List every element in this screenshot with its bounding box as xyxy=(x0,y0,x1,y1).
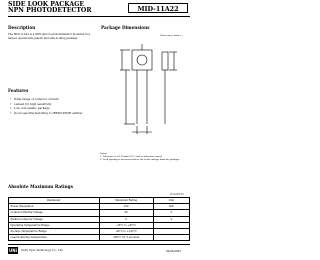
document-date: 02/04/2003 xyxy=(166,250,181,253)
note-item: 2. Lead spacing is measured where the leads emerge from the package. xyxy=(100,158,181,161)
cell-unit: V xyxy=(153,216,189,222)
column-header: Parameter xyxy=(9,198,100,204)
header-rule xyxy=(8,16,190,17)
cell-rating: -25°C to +85°C xyxy=(99,222,153,228)
cell-rating: 5 xyxy=(99,216,153,222)
feature-item: • Good spectral matching to IRED/LED/IR emitter xyxy=(10,111,100,116)
ratings-condition: (T A=25°C) xyxy=(170,193,184,196)
column-header: Unit xyxy=(153,198,189,204)
footer-rule xyxy=(8,244,190,245)
feature-item: • Low cost plastic package xyxy=(10,106,100,111)
table-row xyxy=(9,235,190,241)
description-text: The MID-11A22 is a NPN silicon phototransistor mounted in a lensed, special side plastic and side-looking package. xyxy=(8,33,90,40)
cell-rating: 100 xyxy=(99,204,153,210)
cell-unit: V xyxy=(153,210,189,216)
document-title xyxy=(8,2,91,15)
company-logo: UNi xyxy=(9,248,17,253)
package-heading: Package Dimensions xyxy=(101,25,150,30)
title-line-1: SIDE LOOK PACKAGE xyxy=(8,1,85,8)
feature-item: • Lensed for high sensitivity xyxy=(10,102,100,107)
note-item: 1. Tolerance is ±0.25mm(.010") unless otherwise noted. xyxy=(100,155,163,158)
company-name: Unity Opto Technology Co., Ltd. xyxy=(21,249,64,252)
cell-rating: 260°C for 5 seconds xyxy=(99,235,153,241)
part-number-box: MID-11A22 xyxy=(128,3,188,13)
package-body-side xyxy=(132,50,152,70)
cell-rating: 30 xyxy=(99,210,153,216)
package-body-profile xyxy=(162,52,168,70)
features-heading: Features xyxy=(8,88,29,93)
column-header: Maximum Rating xyxy=(99,198,153,204)
package-drawing xyxy=(100,36,192,148)
ratings-heading: Absolute Maximum Ratings xyxy=(8,184,73,189)
cell-parameter: Operating Temperature Range xyxy=(9,222,100,228)
cell-unit: mW xyxy=(153,204,189,210)
features-list xyxy=(10,97,100,115)
cell-parameter: Storage Temperature Range xyxy=(9,228,100,234)
description-heading: Description xyxy=(8,25,36,30)
ratings-table xyxy=(8,197,190,241)
notes-heading: Notes: xyxy=(100,152,108,155)
cell-parameter: Power Dissipation xyxy=(9,204,100,210)
package-notes xyxy=(100,152,192,161)
cell-rating: -40°C to +100°C xyxy=(99,228,153,234)
feature-item: • Wide range of collector current xyxy=(10,97,100,102)
cell-parameter: Emitter-Collector Voltage xyxy=(9,216,100,222)
cell-parameter: Lead Soldering Temperature xyxy=(9,235,100,241)
package-lens xyxy=(137,55,147,65)
title-line-2: NPN PHOTODETECTOR xyxy=(8,7,92,15)
cell-parameter: Collector-Emitter Voltage xyxy=(9,210,100,216)
units-note: Units: mm ( inches ) xyxy=(160,34,183,37)
cell-unit xyxy=(153,235,189,241)
